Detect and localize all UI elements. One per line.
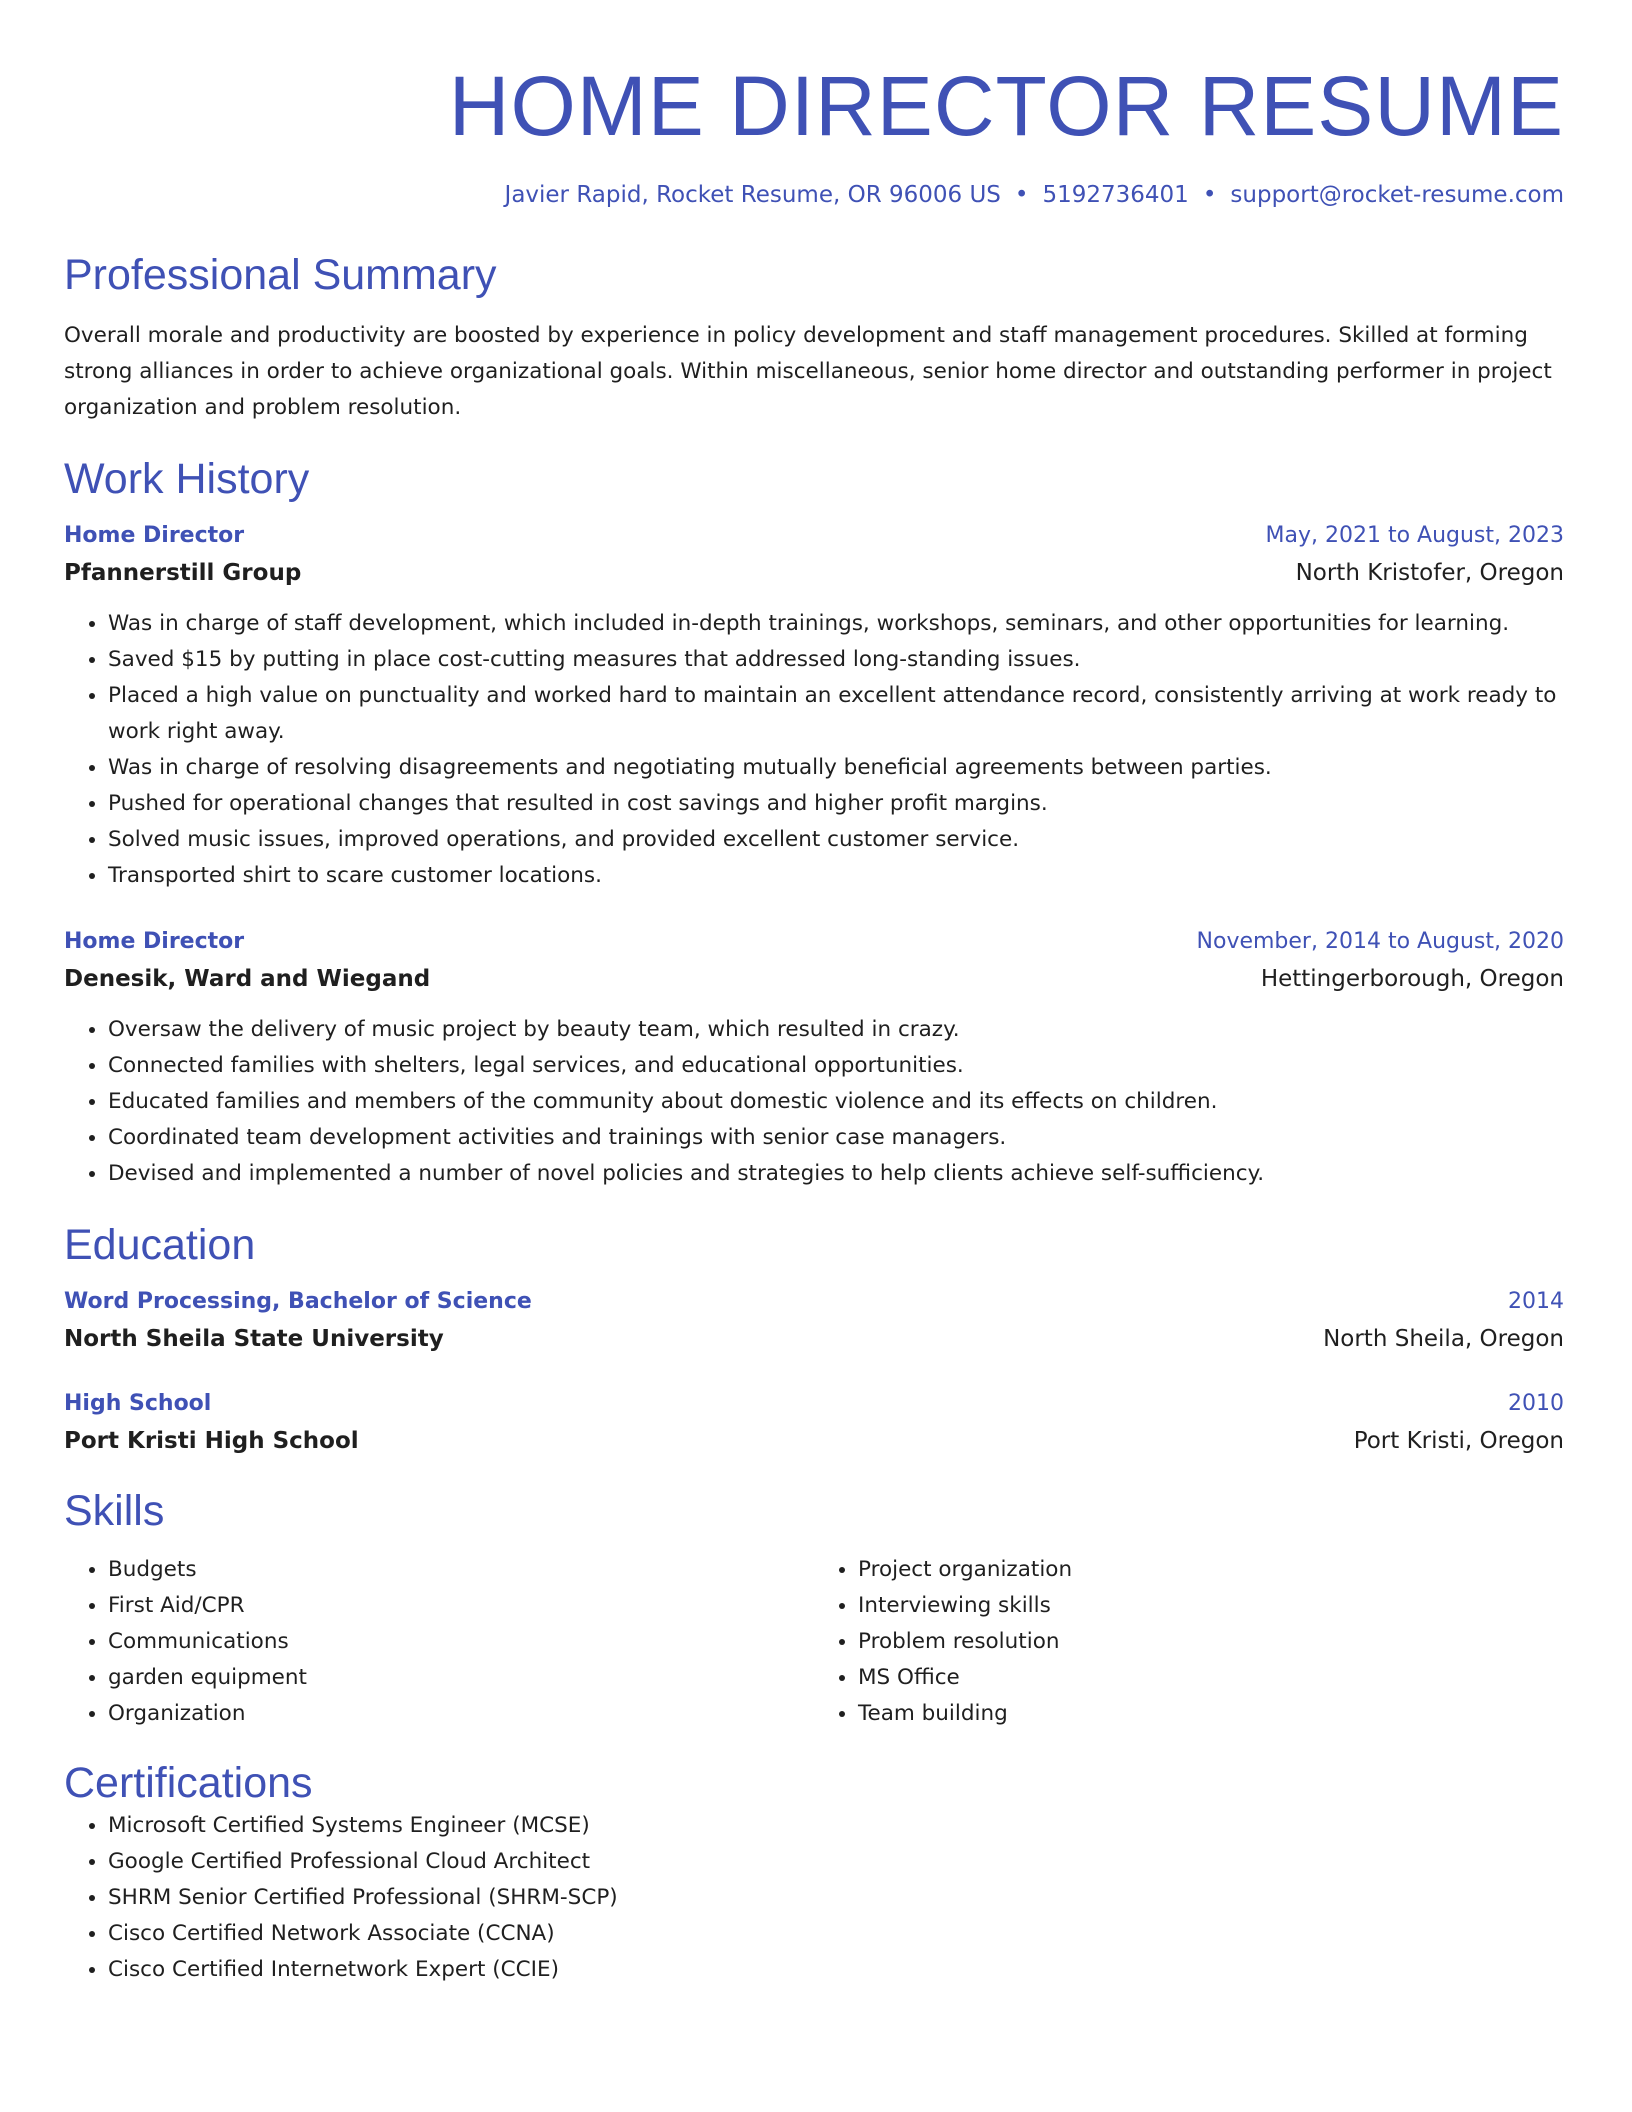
education-location: Port Kristi, Oregon [1353, 1428, 1564, 1454]
job-bullet: • Pushed for operational changes that resulted in cost savings and higher profit margins. [108, 786, 1564, 822]
certification-item: • Cisco Certified Network Associate (CCNA) [108, 1916, 1564, 1952]
certification-item: • Microsoft Certified Systems Engineer (MCSE) [108, 1808, 1564, 1844]
job-company: Denesik, Ward and Wiegand [64, 966, 431, 992]
contact-separator: • [1014, 182, 1029, 208]
contact-separator: • [1202, 182, 1217, 208]
education-entry [64, 1284, 1564, 1358]
job-company: Pfannerstill Group [64, 560, 302, 586]
job-role: Home Director [64, 929, 245, 954]
skill-item: • Project organization [858, 1552, 1564, 1588]
job-bullet: • Transported shirt to scare customer locations. [108, 858, 1564, 894]
education-entry-header [64, 1284, 1564, 1320]
job-bullet-list [64, 606, 1564, 894]
work-entry [64, 924, 1564, 1192]
skill-item: • Problem resolution [858, 1624, 1564, 1660]
job-bullet: • Saved $15 by putting in place cost-cutting measures that addressed long-standing issues. [108, 642, 1564, 678]
education-heading: Education [64, 1221, 256, 1269]
work-entry-header [64, 518, 1564, 554]
resume-header [64, 0, 1564, 210]
certification-item: • SHRM Senior Certified Professional (SHRM-SCP) [108, 1880, 1564, 1916]
education-degree: High School [64, 1391, 212, 1416]
skill-item: • Interviewing skills [858, 1588, 1564, 1624]
job-bullet: • Oversaw the delivery of music project by beauty team, which resulted in crazy. [108, 1012, 1564, 1048]
job-bullet: • Placed a high value on punctuality and worked hard to maintain an excellent attendance record, consistently arriving at work ready to work right away. [108, 678, 1564, 750]
contact-phone: 5192736401 [1042, 182, 1189, 208]
education-degree: Word Processing, Bachelor of Science [64, 1289, 532, 1314]
work-history-heading: Work History [64, 455, 310, 503]
job-bullet: • Coordinated team development activities and trainings with senior case managers. [108, 1120, 1564, 1156]
certifications-heading: Certifications [64, 1759, 313, 1807]
job-bullet-list [64, 1012, 1564, 1192]
job-bullet: • Connected families with shelters, legal services, and educational opportunities. [108, 1048, 1564, 1084]
education-year: 2014 [1508, 1289, 1564, 1314]
work-entry-subheader [64, 960, 1564, 998]
education-entry [64, 1386, 1564, 1460]
work-entry-subheader [64, 554, 1564, 592]
education-entry-header [64, 1386, 1564, 1422]
job-location: North Kristofer, Oregon [1295, 560, 1564, 586]
skills-columns [64, 1552, 1564, 1732]
education-year: 2010 [1508, 1391, 1564, 1416]
skill-item: • Communications [108, 1624, 814, 1660]
job-bullet: • Was in charge of staff development, which included in-depth trainings, workshops, seminars, and other opportunities for learning. [108, 606, 1564, 642]
summary-text: Overall morale and productivity are boosted by experience in policy development and staff management procedures. Skilled at forming strong alliances in order to achieve organizational goals. Within miscellaneous, senior home director and outstanding performer in project organization and problem resolution. [64, 323, 1552, 420]
job-role: Home Director [64, 523, 245, 548]
skill-item: • Team building [858, 1696, 1564, 1732]
certification-item: • Cisco Certified Internetwork Expert (CCIE) [108, 1952, 1564, 1988]
education-location: North Sheila, Oregon [1323, 1326, 1564, 1352]
job-bullet: • Educated families and members of the community about domestic violence and its effects on children. [108, 1084, 1564, 1120]
skills-list-left [64, 1552, 814, 1732]
skill-item: • MS Office [858, 1660, 1564, 1696]
skill-item: • Budgets [108, 1552, 814, 1588]
education-school: North Sheila State University [64, 1326, 444, 1352]
education-entry-subheader [64, 1320, 1564, 1358]
contact-email: support@rocket-resume.com [1230, 182, 1564, 208]
certifications-list [64, 1808, 1564, 1988]
skills-heading: Skills [64, 1487, 165, 1535]
job-bullet: • Solved music issues, improved operations, and provided excellent customer service. [108, 822, 1564, 858]
education-entry-subheader [64, 1422, 1564, 1460]
skill-item: • garden equipment [108, 1660, 814, 1696]
resume-page [64, 0, 1564, 1988]
skills-list-right [814, 1552, 1564, 1732]
skill-item: • Organization [108, 1696, 814, 1732]
resume-title: HOME DIRECTOR RESUME [448, 59, 1564, 153]
job-dates: November, 2014 to August, 2020 [1196, 929, 1564, 954]
certification-item: • Google Certified Professional Cloud Architect [108, 1844, 1564, 1880]
job-bullet: • Devised and implemented a number of novel policies and strategies to help clients achieve self-sufficiency. [108, 1156, 1564, 1192]
work-entry-header [64, 924, 1564, 960]
job-dates: May, 2021 to August, 2023 [1265, 523, 1564, 548]
job-bullet: • Was in charge of resolving disagreements and negotiating mutually beneficial agreements between parties. [108, 750, 1564, 786]
work-entry [64, 518, 1564, 894]
skill-item: • First Aid/CPR [108, 1588, 814, 1624]
contact-address: Javier Rapid, Rocket Resume, OR 96006 US [504, 182, 1001, 208]
education-school: Port Kristi High School [64, 1428, 359, 1454]
job-location: Hettingerborough, Oregon [1260, 966, 1564, 992]
contact-line [64, 180, 1564, 210]
summary-heading: Professional Summary [64, 251, 497, 299]
